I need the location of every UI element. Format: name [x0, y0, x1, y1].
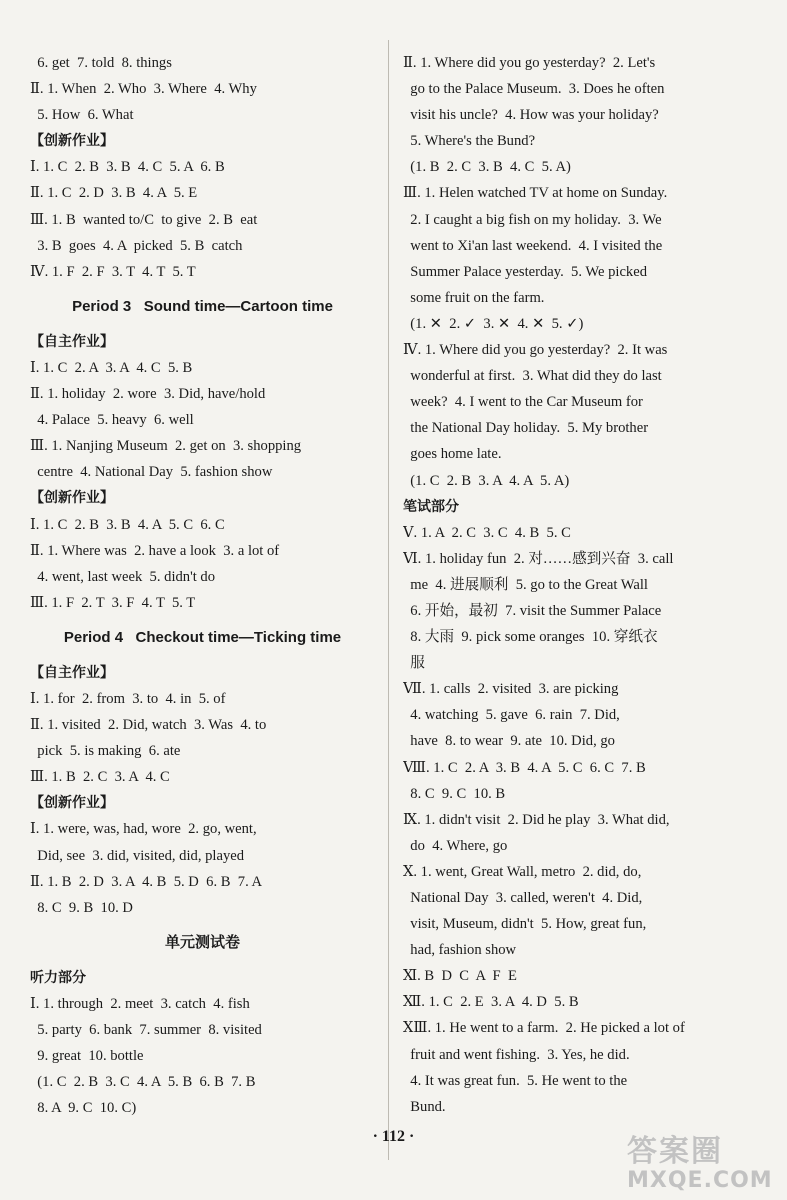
left-column: [30, 50, 375, 1121]
answer-line: 服: [403, 655, 425, 672]
section-heading: 单元测试卷: [164, 933, 240, 951]
answer-line: Did, see 3. did, visited, did, played: [30, 847, 245, 864]
answer-line: Ⅱ. 1. B 2. D 3. A 4. B 5. D 6. B 7. A: [30, 873, 263, 890]
answer-line: (1. B 2. C 3. B 4. C 5. A): [403, 159, 571, 176]
answer-line: (1. C 2. B 3. A 4. A 5. A): [403, 472, 570, 489]
answer-line: Ⅶ. 1. calls 2. visited 3. are picking: [403, 681, 619, 698]
answer-line: (1. ✕ 2. ✓ 3. ✕ 4. ✕ 5. ✓): [403, 315, 584, 332]
answer-line: do 4. Where, go: [403, 837, 508, 854]
answer-line: Ⅲ. 1. Helen watched TV at home on Sunday.: [403, 185, 668, 202]
answer-line: Ⅱ. 1. When 2. Who 3. Where 4. Why: [30, 81, 257, 98]
answer-line: went to Xi'an last weekend. 4. I visited the: [403, 237, 663, 254]
answer-line: Ⅷ. 1. C 2. A 3. B 4. A 5. C 6. C 7. B: [403, 759, 646, 776]
answer-line: 8. C 9. B 10. D: [30, 899, 133, 916]
answer-line: some fruit on the farm.: [403, 289, 545, 306]
answer-line: ⅩⅢ. 1. He went to a farm. 2. He picked a lot of: [403, 1020, 685, 1037]
answer-line: 4. watching 5. gave 6. rain 7. Did,: [403, 707, 620, 724]
answer-line: Summer Palace yesterday. 5. We picked: [403, 263, 648, 280]
subsection-label: 【创新作业】: [30, 490, 114, 507]
answer-line: Ⅲ. 1. F 2. T 3. F 4. T 5. T: [30, 594, 196, 611]
answer-line: Ⅰ. 1. C 2. A 3. A 4. C 5. B: [30, 359, 193, 376]
answer-line: Ⅰ. 1. C 2. B 3. B 4. C 5. A 6. B: [30, 159, 225, 176]
answer-line: Bund.: [403, 1098, 446, 1115]
watermark-bottom: MXQE.COM: [627, 1168, 773, 1193]
answer-line: fruit and went fishing. 3. Yes, he did.: [403, 1046, 630, 1063]
answer-line: Ⅰ. 1. for 2. from 3. to 4. in 5. of: [30, 690, 226, 707]
column-divider: [388, 40, 389, 1160]
subsection-label: 【创新作业】: [30, 795, 114, 812]
answer-line: 9. great 10. bottle: [30, 1048, 144, 1065]
answer-line: Ⅹ. 1. went, Great Wall, metro 2. did, do,: [403, 863, 642, 880]
answer-line: Ⅰ. 1. C 2. B 3. B 4. A 5. C 6. C: [30, 516, 225, 533]
answer-line: 2. I caught a big fish on my holiday. 3. We: [403, 211, 662, 228]
answer-line: Ⅲ. 1. B wanted to/C to give 2. B eat: [30, 211, 258, 228]
section-heading: Period 3 Sound time—Cartoon time: [72, 297, 333, 315]
subsection-label: 听力部分: [30, 969, 86, 986]
answer-line: go to the Palace Museum. 3. Does he often: [403, 81, 665, 98]
answer-line: Ⅰ. 1. were, was, had, wore 2. go, went,: [30, 821, 257, 838]
answer-line: had, fashion show: [403, 942, 517, 959]
answer-line: 6. 开始，最初 7. visit the Summer Palace: [403, 602, 662, 619]
answer-line: Ⅱ. 1. holiday 2. wore 3. Did, have/hold: [30, 386, 266, 403]
answer-line: 3. B goes 4. A picked 5. B catch: [30, 237, 243, 254]
answer-line: wonderful at first. 3. What did they do last: [403, 368, 662, 385]
answer-line: Ⅴ. 1. A 2. C 3. C 4. B 5. C: [403, 524, 571, 541]
answer-line: the National Day holiday. 5. My brother: [403, 420, 649, 437]
answer-line: visit, Museum, didn't 5. How, great fun,: [403, 916, 647, 933]
subsection-label: 【创新作业】: [30, 133, 114, 150]
answer-line: 4. Palace 5. heavy 6. well: [30, 412, 194, 429]
answer-line: Ⅲ. 1. B 2. C 3. A 4. C: [30, 769, 170, 786]
answer-line: National Day 3. called, weren't 4. Did,: [403, 890, 643, 906]
answer-line: Ⅻ. 1. C 2. E 3. A 4. D 5. B: [403, 994, 579, 1011]
answer-line: 5. How 6. What: [30, 107, 134, 124]
answer-line: pick 5. is making 6. ate: [30, 743, 181, 760]
subsection-label: 【自主作业】: [30, 664, 114, 681]
answer-line: 8. 大雨 9. pick some oranges 10. 穿纸衣: [403, 629, 658, 646]
answer-line: me 4. 进展顺利 5. go to the Great Wall: [403, 576, 648, 593]
answer-line: Ⅳ. 1. Where did you go yesterday? 2. It was: [403, 342, 668, 359]
answer-line: goes home late.: [403, 446, 502, 463]
answer-line: 4. went, last week 5. didn't do: [30, 568, 216, 585]
answer-line: 6. get 7. told 8. things: [30, 55, 172, 71]
answer-line: centre 4. National Day 5. fashion show: [30, 464, 273, 481]
answer-line: 4. It was great fun. 5. He went to the: [403, 1072, 628, 1089]
answer-line: have 8. to wear 9. ate 10. Did, go: [403, 733, 615, 750]
subsection-label: 【自主作业】: [30, 333, 114, 350]
answer-line: Ⅸ. 1. didn't visit 2. Did he play 3. What did,: [403, 811, 670, 828]
answer-line: 5. party 6. bank 7. summer 8. visited: [30, 1022, 262, 1038]
answer-line: visit his uncle? 4. How was your holiday?: [403, 107, 659, 124]
answer-line: Ⅰ. 1. through 2. meet 3. catch 4. fish: [30, 995, 250, 1012]
answer-line: Ⅲ. 1. Nanjing Museum 2. get on 3. shopping: [30, 438, 302, 455]
answer-line: Ⅱ. 1. visited 2. Did, watch 3. Was 4. to: [30, 717, 267, 734]
watermark-top: 答案圈: [627, 1134, 723, 1169]
answer-line: Ⅵ. 1. holiday fun 2. 对……感到兴奋 3. call: [403, 550, 674, 567]
right-column: [403, 50, 748, 1120]
answer-line: 8. C 9. C 10. B: [403, 785, 506, 802]
answer-line: Ⅱ. 1. Where was 2. have a look 3. a lot of: [30, 542, 280, 559]
answer-line: 5. Where's the Bund?: [403, 133, 536, 150]
answer-line: Ⅳ. 1. F 2. F 3. T 4. T 5. T: [30, 263, 196, 280]
page-number: · 112 ·: [372, 1128, 415, 1145]
section-heading: Period 4 Checkout time—Ticking time: [63, 628, 342, 646]
subsection-label: 笔试部分: [403, 498, 459, 515]
answer-line: Ⅺ. B D C A F E: [403, 968, 517, 985]
answer-line: Ⅱ. 1. Where did you go yesterday? 2. Let's: [403, 55, 656, 71]
answer-line: (1. C 2. B 3. C 4. A 5. B 6. B 7. B: [30, 1074, 256, 1091]
answer-line: 8. A 9. C 10. C): [30, 1100, 137, 1117]
answer-line: week? 4. I went to the Car Museum for: [403, 394, 643, 411]
watermark-logo: [627, 1135, 777, 1195]
answer-line: Ⅱ. 1. C 2. D 3. B 4. A 5. E: [30, 185, 198, 202]
